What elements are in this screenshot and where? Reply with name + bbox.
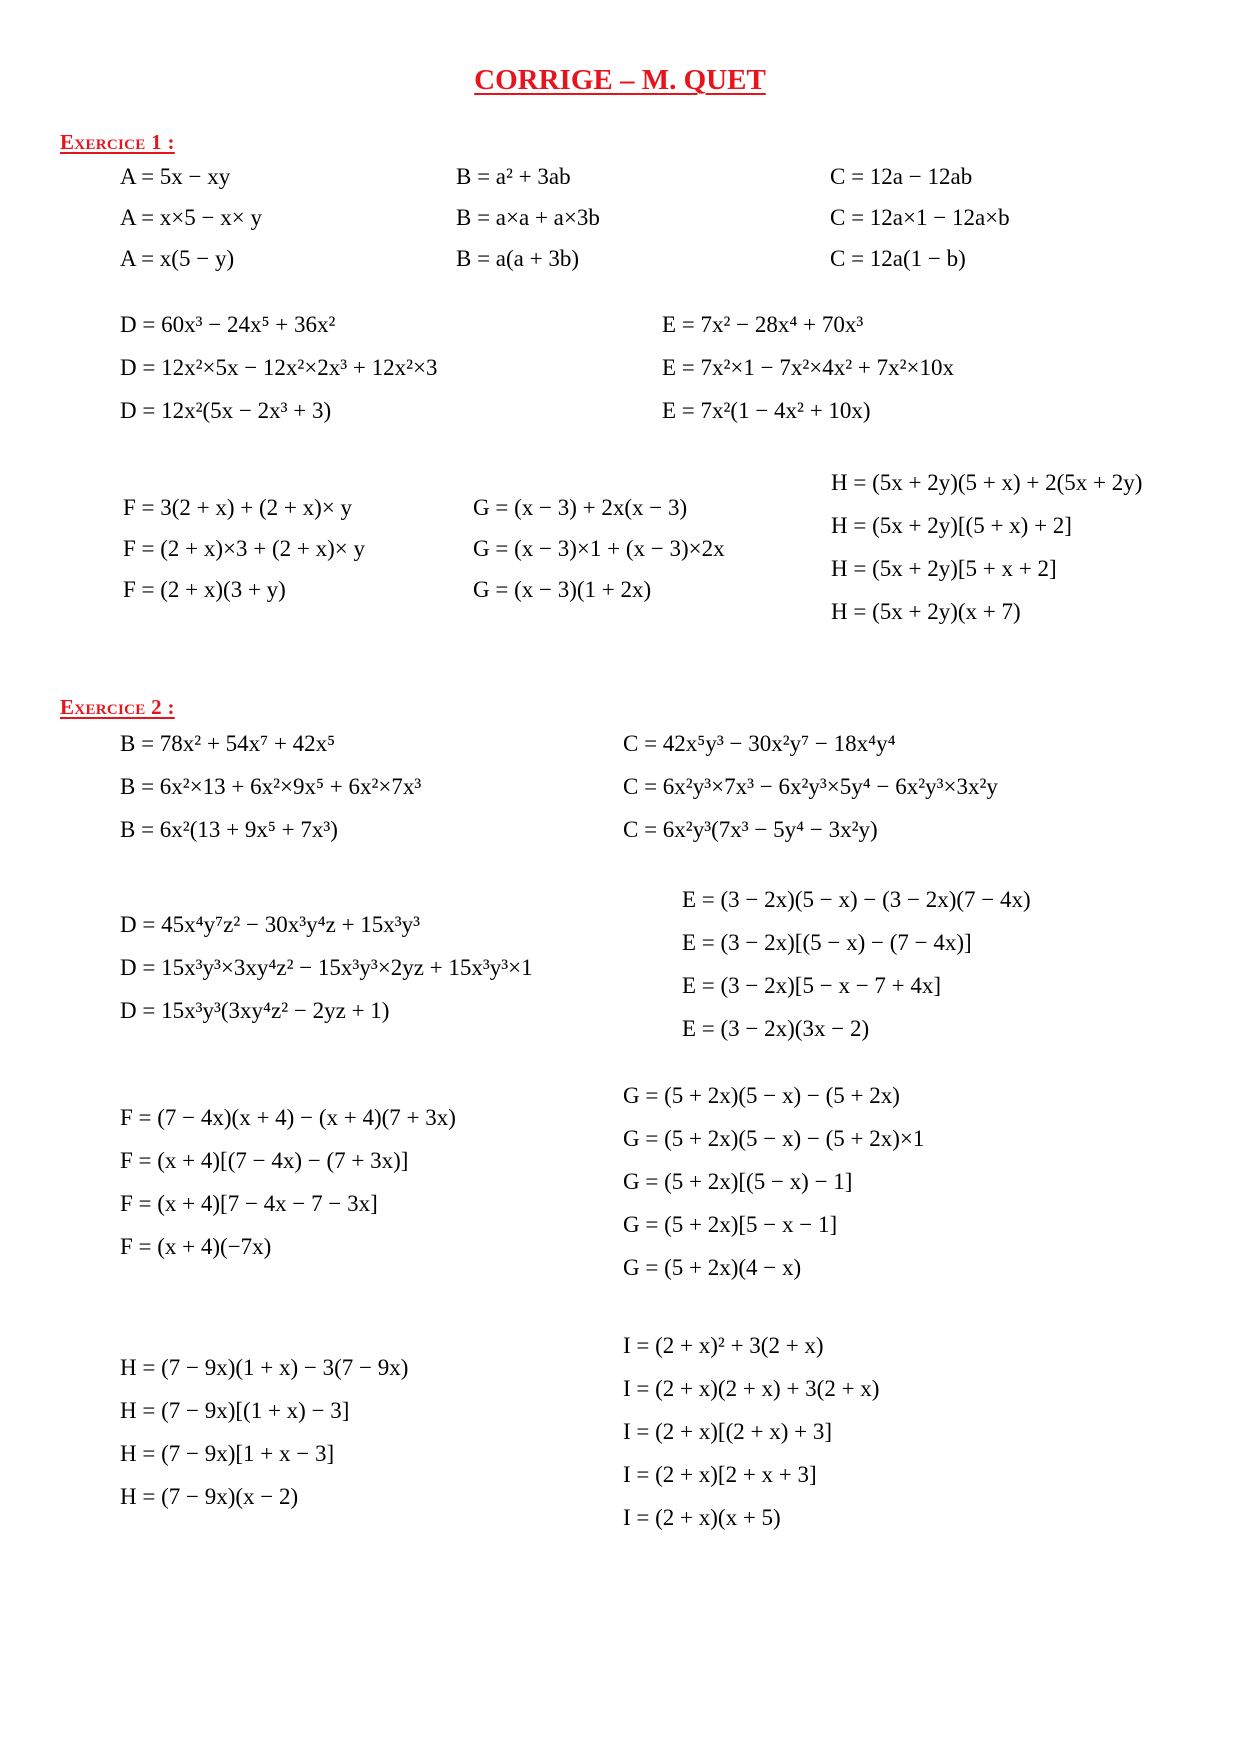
- equation-line: B = a² + 3ab: [456, 164, 571, 189]
- ex2-expression-d: [120, 903, 533, 1032]
- ex2-expression-e: [682, 878, 1031, 1050]
- equation-line: E = (3 − 2x)[(5 − x) − (7 − 4x)]: [682, 930, 972, 955]
- exercise-2-heading: Exercice 2 :: [60, 695, 175, 719]
- equation-line: F = (x + 4)[7 − 4x − 7 − 3x]: [120, 1191, 378, 1216]
- equation-line: F = (7 − 4x)(x + 4) − (x + 4)(7 + 3x): [120, 1105, 456, 1130]
- equation-line: D = 15x³y³×3xy⁴z² − 15x³y³×2yz + 15x³y³×1: [120, 955, 533, 980]
- equation-line: C = 6x²y³(7x³ − 5y⁴ − 3x²y): [623, 817, 878, 842]
- equation-line: D = 15x³y³(3xy⁴z² − 2yz + 1): [120, 998, 390, 1023]
- equation-line: B = 6x²(13 + 9x⁵ + 7x³): [120, 817, 338, 842]
- ex1-expression-b: [456, 156, 600, 279]
- equation-line: E = (3 − 2x)[5 − x − 7 + 4x]: [682, 973, 942, 998]
- ex2-expression-c: [623, 722, 998, 851]
- equation-line: D = 12x²×5x − 12x²×2x³ + 12x²×3: [120, 355, 438, 380]
- equation-line: I = (2 + x)[2 + x + 3]: [623, 1462, 817, 1487]
- equation-line: B = 6x²×13 + 6x²×9x⁵ + 6x²×7x³: [120, 774, 422, 799]
- equation-line: G = (5 + 2x)(5 − x) − (5 + 2x): [623, 1083, 900, 1108]
- equation-line: D = 12x²(5x − 2x³ + 3): [120, 398, 332, 423]
- equation-line: G = (x − 3) + 2x(x − 3): [473, 495, 688, 520]
- equation-line: H = (7 − 9x)(1 + x) − 3(7 − 9x): [120, 1355, 409, 1380]
- page-title: CORRIGE – M. QUET: [474, 64, 766, 96]
- equation-line: B = a×a + a×3b: [456, 205, 600, 230]
- equation-line: F = 3(2 + x) + (2 + x)× y: [123, 495, 353, 520]
- equation-line: E = 7x² − 28x⁴ + 70x³: [662, 312, 864, 337]
- exercise-1-heading: Exercice 1 :: [60, 130, 175, 154]
- ex1-expression-f: [123, 487, 365, 610]
- ex2-expression-f: [120, 1096, 456, 1268]
- ex2-expression-i: [623, 1324, 879, 1539]
- equation-line: H = (5x + 2y)[5 + x + 2]: [831, 556, 1057, 581]
- equation-line: C = 12a(1 − b): [830, 246, 966, 271]
- equation-line: F = (x + 4)(−7x): [120, 1234, 272, 1259]
- ex2-expression-g: [623, 1074, 924, 1289]
- equation-line: F = (x + 4)[(7 − 4x) − (7 + 3x)]: [120, 1148, 409, 1173]
- ex2-expression-h: [120, 1346, 408, 1518]
- equation-line: H = (7 − 9x)[(1 + x) − 3]: [120, 1398, 350, 1423]
- equation-line: I = (2 + x)(x + 5): [623, 1505, 781, 1530]
- equation-line: G = (x − 3)(1 + 2x): [473, 577, 652, 602]
- ex1-expression-a: [120, 156, 262, 279]
- equation-line: H = (7 − 9x)[1 + x − 3]: [120, 1441, 335, 1466]
- ex1-expression-g: [473, 487, 725, 610]
- equation-line: G = (x − 3)×1 + (x − 3)×2x: [473, 536, 725, 561]
- equation-line: D = 45x⁴y⁷z² − 30x³y⁴z + 15x³y³: [120, 912, 421, 937]
- equation-line: A = x×5 − x× y: [120, 205, 262, 230]
- equation-line: A = 5x − xy: [120, 164, 231, 189]
- equation-line: B = 78x² + 54x⁷ + 42x⁵: [120, 731, 336, 756]
- equation-line: I = (2 + x)(2 + x) + 3(2 + x): [623, 1376, 880, 1401]
- equation-line: C = 12a − 12ab: [830, 164, 973, 189]
- equation-line: H = (7 − 9x)(x − 2): [120, 1484, 299, 1509]
- equation-line: A = x(5 − y): [120, 246, 235, 271]
- equation-line: C = 6x²y³×7x³ − 6x²y³×5y⁴ − 6x²y³×3x²y: [623, 774, 998, 799]
- equation-line: C = 42x⁵y³ − 30x²y⁷ − 18x⁴y⁴: [623, 731, 896, 756]
- ex2-expression-b: [120, 722, 421, 851]
- equation-line: E = (3 − 2x)(3x − 2): [682, 1016, 870, 1041]
- equation-line: H = (5x + 2y)(5 + x) + 2(5x + 2y): [831, 470, 1143, 495]
- equation-line: B = a(a + 3b): [456, 246, 580, 271]
- equation-line: C = 12a×1 − 12a×b: [830, 205, 1010, 230]
- ex1-expression-e: [662, 303, 954, 432]
- equation-line: F = (2 + x)×3 + (2 + x)× y: [123, 536, 366, 561]
- equation-line: D = 60x³ − 24x⁵ + 36x²: [120, 312, 336, 337]
- equation-line: G = (5 + 2x)(5 − x) − (5 + 2x)×1: [623, 1126, 925, 1151]
- equation-line: E = (3 − 2x)(5 − x) − (3 − 2x)(7 − 4x): [682, 887, 1031, 912]
- ex1-expression-h: [831, 461, 1142, 633]
- equation-line: H = (5x + 2y)[(5 + x) + 2]: [831, 513, 1072, 538]
- equation-line: F = (2 + x)(3 + y): [123, 577, 286, 602]
- equation-line: I = (2 + x)² + 3(2 + x): [623, 1333, 824, 1358]
- equation-line: E = 7x²×1 − 7x²×4x² + 7x²×10x: [662, 355, 954, 380]
- ex1-expression-c: [830, 156, 1010, 279]
- equation-line: G = (5 + 2x)[5 − x − 1]: [623, 1212, 838, 1237]
- ex1-expression-d: [120, 303, 438, 432]
- equation-line: I = (2 + x)[(2 + x) + 3]: [623, 1419, 832, 1444]
- equation-line: G = (5 + 2x)[(5 − x) − 1]: [623, 1169, 853, 1194]
- equation-line: G = (5 + 2x)(4 − x): [623, 1255, 802, 1280]
- equation-line: E = 7x²(1 − 4x² + 10x): [662, 398, 871, 423]
- equation-line: H = (5x + 2y)(x + 7): [831, 599, 1021, 624]
